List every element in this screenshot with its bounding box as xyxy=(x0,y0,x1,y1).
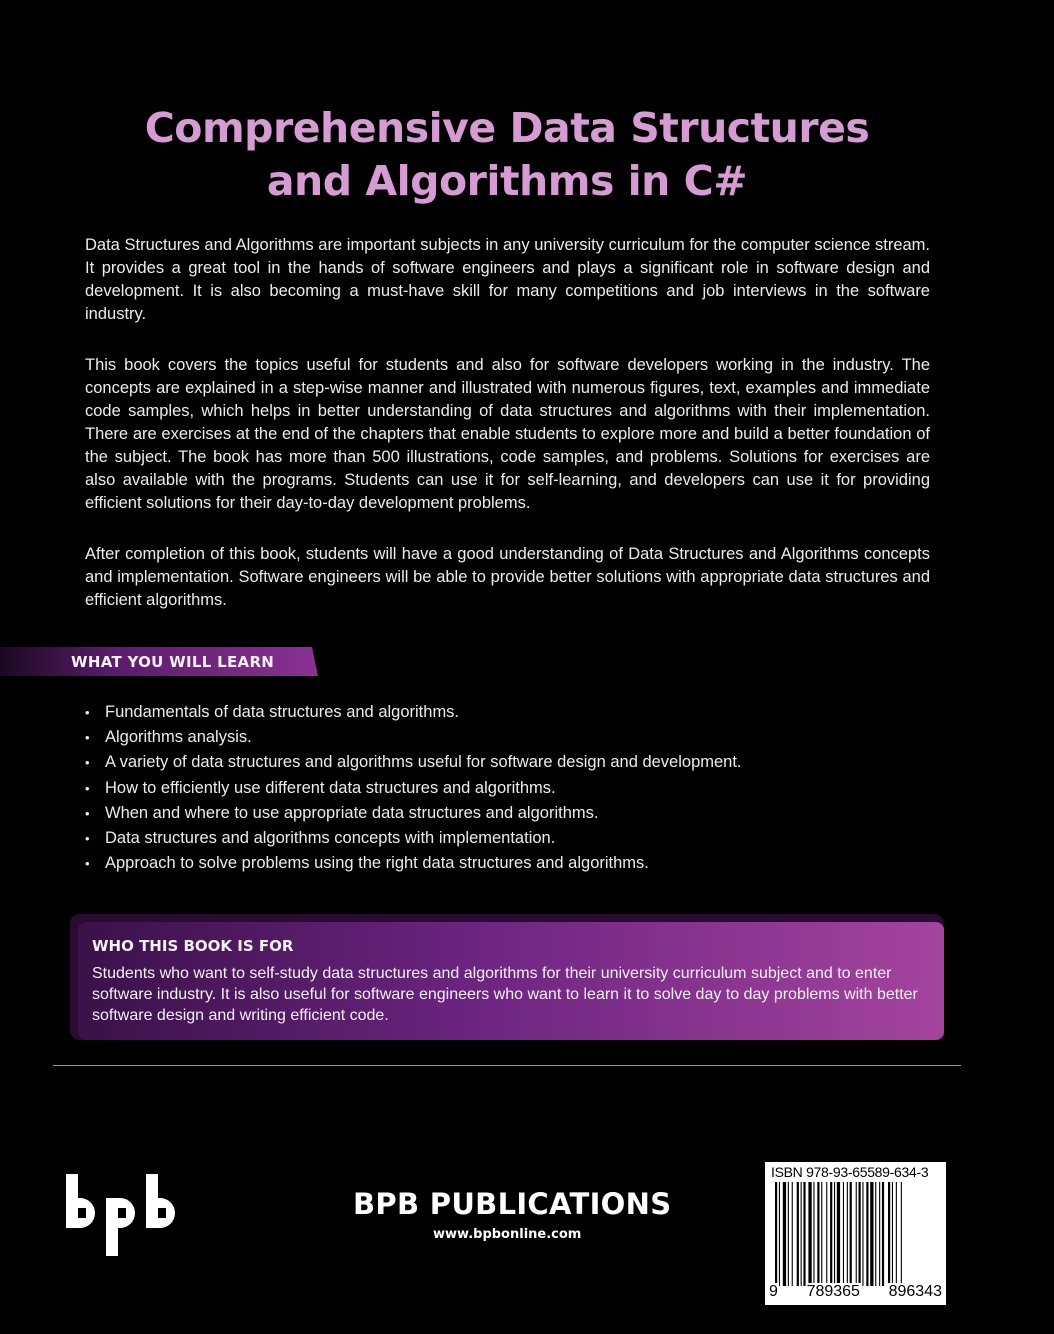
isbn-label: ISBN 978-93-65589-634-3 xyxy=(771,1164,929,1180)
list-item: • Algorithms analysis. xyxy=(85,725,742,750)
ean-digit-group-left: 789365 xyxy=(806,1283,860,1300)
ean-digits xyxy=(768,1283,943,1301)
publisher-name: BPB PUBLICATIONS xyxy=(353,1187,672,1221)
learn-heading: WHAT YOU WILL LEARN xyxy=(71,653,275,671)
list-item: • Fundamentals of data structures and algorithms. xyxy=(85,700,742,725)
bpb-logo-icon xyxy=(66,1170,186,1256)
who-heading: WHO THIS BOOK IS FOR xyxy=(92,937,294,955)
book-title xyxy=(0,102,1014,208)
title-line-1: Comprehensive Data Structures xyxy=(144,104,870,152)
list-item: • Approach to solve problems using the right data structures and algorithms. xyxy=(85,851,742,876)
barcode-icon xyxy=(773,1182,943,1286)
title-line-2: and Algorithms in C# xyxy=(266,157,748,205)
footer-divider xyxy=(53,1065,961,1066)
description-paragraph-3: After completion of this book, students will have a good understanding of Data Structures and Algorithms concepts and implementation. Software engineers will be able to provide better solutions with appropriate data structures and efficient algorithms. xyxy=(85,545,930,609)
learn-list xyxy=(85,700,742,876)
publisher-website: www.bpbonline.com xyxy=(433,1227,582,1242)
list-item: • When and where to use appropriate data structures and algorithms. xyxy=(85,801,742,826)
list-item: • How to efficiently use different data structures and algorithms. xyxy=(85,776,742,801)
description-paragraph-2: This book covers the topics useful for students and also for software developers working in the industry. The concepts are explained in a step-wise manner and illustrated with numerous figures, text, examples and immediate code samples, which helps in better understanding of data structures and algorithms with their implementation. There are exercises at the end of the chapters that enable students to explore more and build a better foundation of the subject. The book has more than 500 illustrations, code samples, and problems. Solutions for exercises are also available with the programs. Students can use it for self-learning, and developers can use it for providing efficient solutions for their day-to-day development problems. xyxy=(85,356,930,512)
ean-digit-group-right: 896343 xyxy=(888,1283,942,1300)
ean-digit-first: 9 xyxy=(769,1283,778,1300)
list-item: • A variety of data structures and algorithms useful for software design and development. xyxy=(85,750,742,775)
list-item: • Data structures and algorithms concepts with implementation. xyxy=(85,826,742,851)
description-paragraph-1: Data Structures and Algorithms are important subjects in any university curriculum for the computer science stream. It provides a great tool in the hands of software engineers and plays a significant role in software design and development. It is also becoming a must-have skill for many competitions and job interviews in the software industry. xyxy=(85,236,930,323)
who-text: Students who want to self-study data structures and algorithms for their university curriculum subject and to enter software industry. It is also useful for software engineers who want to learn it to solve day to day problems with better software design and writing efficient code. xyxy=(92,965,918,1024)
